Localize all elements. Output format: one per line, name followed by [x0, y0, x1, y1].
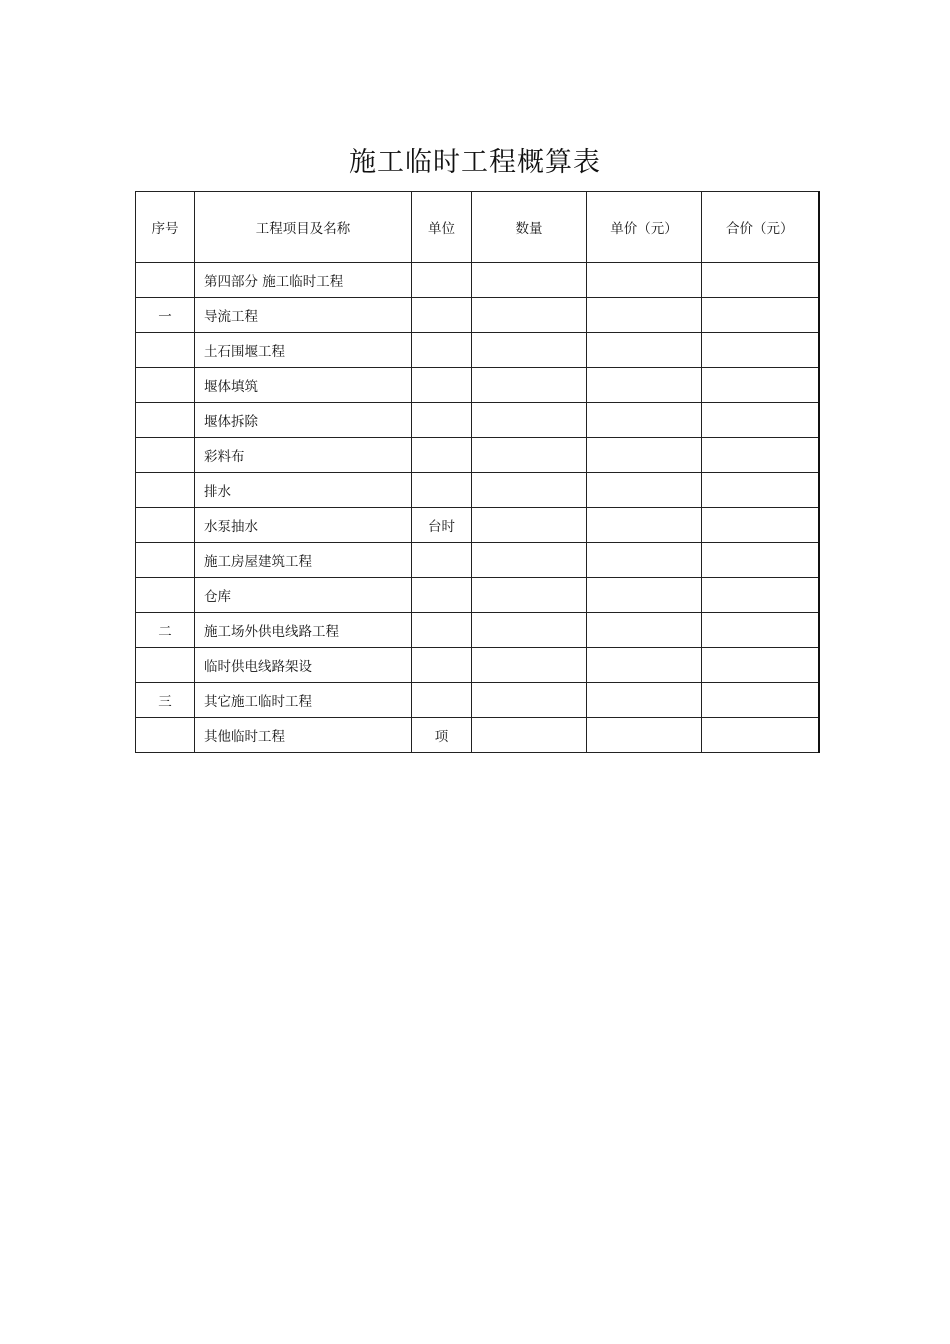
- cell-unit: [412, 473, 472, 508]
- cell-quantity: [472, 683, 587, 718]
- page-title: 施工临时工程概算表: [349, 147, 601, 178]
- cell-name: 土石围堰工程: [195, 333, 412, 368]
- cell-unit-price: [587, 333, 702, 368]
- cell-index: [136, 473, 195, 508]
- table-row: [136, 508, 819, 543]
- cell-unit: [412, 683, 472, 718]
- cell-index: 一: [136, 298, 195, 333]
- cell-name: 堰体填筑: [195, 368, 412, 403]
- cell-name: 堰体拆除: [195, 403, 412, 438]
- table-row: [136, 333, 819, 368]
- cell-quantity: [472, 403, 587, 438]
- cell-name: 排水: [195, 473, 412, 508]
- cell-total: [702, 718, 819, 753]
- cell-unit-price: [587, 718, 702, 753]
- cell-index: 二: [136, 613, 195, 648]
- cell-unit-price: [587, 263, 702, 298]
- cell-unit-price: [587, 403, 702, 438]
- table-row: [136, 648, 819, 683]
- cell-total: [702, 508, 819, 543]
- cell-total: [702, 683, 819, 718]
- cell-quantity: [472, 333, 587, 368]
- header-index: 序号: [136, 192, 195, 263]
- table-row: [136, 403, 819, 438]
- cell-index: 三: [136, 683, 195, 718]
- cell-quantity: [472, 543, 587, 578]
- cell-name: 施工场外供电线路工程: [195, 613, 412, 648]
- cell-quantity: [472, 368, 587, 403]
- header-unit: 单位: [412, 192, 472, 263]
- cell-quantity: [472, 718, 587, 753]
- cell-total: [702, 263, 819, 298]
- cell-index: [136, 648, 195, 683]
- cell-name: 其它施工临时工程: [195, 683, 412, 718]
- cell-unit: [412, 263, 472, 298]
- cell-unit-price: [587, 648, 702, 683]
- header-unit-price: 单价（元）: [587, 192, 702, 263]
- cell-unit: [412, 543, 472, 578]
- header-total: 合价（元）: [702, 192, 819, 263]
- estimate-table: [135, 191, 820, 753]
- cell-unit-price: [587, 543, 702, 578]
- table-row: [136, 368, 819, 403]
- cell-quantity: [472, 263, 587, 298]
- cell-total: [702, 298, 819, 333]
- cell-unit: 项: [412, 718, 472, 753]
- cell-total: [702, 543, 819, 578]
- cell-unit-price: [587, 578, 702, 613]
- cell-name: 仓库: [195, 578, 412, 613]
- cell-quantity: [472, 438, 587, 473]
- cell-unit-price: [587, 298, 702, 333]
- cell-unit: [412, 368, 472, 403]
- cell-quantity: [472, 473, 587, 508]
- cell-total: [702, 473, 819, 508]
- cell-quantity: [472, 613, 587, 648]
- cell-unit: 台时: [412, 508, 472, 543]
- cell-total: [702, 648, 819, 683]
- cell-quantity: [472, 578, 587, 613]
- cell-total: [702, 613, 819, 648]
- table-row: [136, 473, 819, 508]
- cell-total: [702, 578, 819, 613]
- cell-quantity: [472, 298, 587, 333]
- table-row: [136, 263, 819, 298]
- table-row: [136, 298, 819, 333]
- cell-total: [702, 368, 819, 403]
- cell-index: [136, 333, 195, 368]
- cell-index: [136, 403, 195, 438]
- cell-name: 其他临时工程: [195, 718, 412, 753]
- table-row: [136, 718, 819, 753]
- cell-unit-price: [587, 683, 702, 718]
- table-row: [136, 683, 819, 718]
- cell-quantity: [472, 648, 587, 683]
- cell-index: [136, 368, 195, 403]
- table-row: [136, 543, 819, 578]
- cell-unit: [412, 403, 472, 438]
- cell-unit: [412, 613, 472, 648]
- cell-unit: [412, 438, 472, 473]
- header-name: 工程项目及名称: [195, 192, 412, 263]
- cell-index: [136, 508, 195, 543]
- table-row: [136, 578, 819, 613]
- cell-index: [136, 438, 195, 473]
- cell-name: 导流工程: [195, 298, 412, 333]
- cell-unit-price: [587, 368, 702, 403]
- cell-index: [136, 263, 195, 298]
- table-row: [136, 613, 819, 648]
- cell-unit-price: [587, 438, 702, 473]
- cell-unit: [412, 578, 472, 613]
- header-quantity: 数量: [472, 192, 587, 263]
- cell-total: [702, 333, 819, 368]
- cell-unit-price: [587, 613, 702, 648]
- cell-total: [702, 403, 819, 438]
- table-row: [136, 438, 819, 473]
- cell-name: 水泵抽水: [195, 508, 412, 543]
- cell-unit: [412, 648, 472, 683]
- cell-index: [136, 578, 195, 613]
- cell-name: 施工房屋建筑工程: [195, 543, 412, 578]
- cell-index: [136, 543, 195, 578]
- cell-name: 临时供电线路架设: [195, 648, 412, 683]
- cell-unit-price: [587, 508, 702, 543]
- cell-unit-price: [587, 473, 702, 508]
- cell-quantity: [472, 508, 587, 543]
- cell-unit: [412, 333, 472, 368]
- cell-total: [702, 438, 819, 473]
- cell-index: [136, 718, 195, 753]
- cell-unit: [412, 298, 472, 333]
- table-header-row: [136, 192, 819, 263]
- cell-name: 彩料布: [195, 438, 412, 473]
- cell-name: 第四部分 施工临时工程: [195, 263, 412, 298]
